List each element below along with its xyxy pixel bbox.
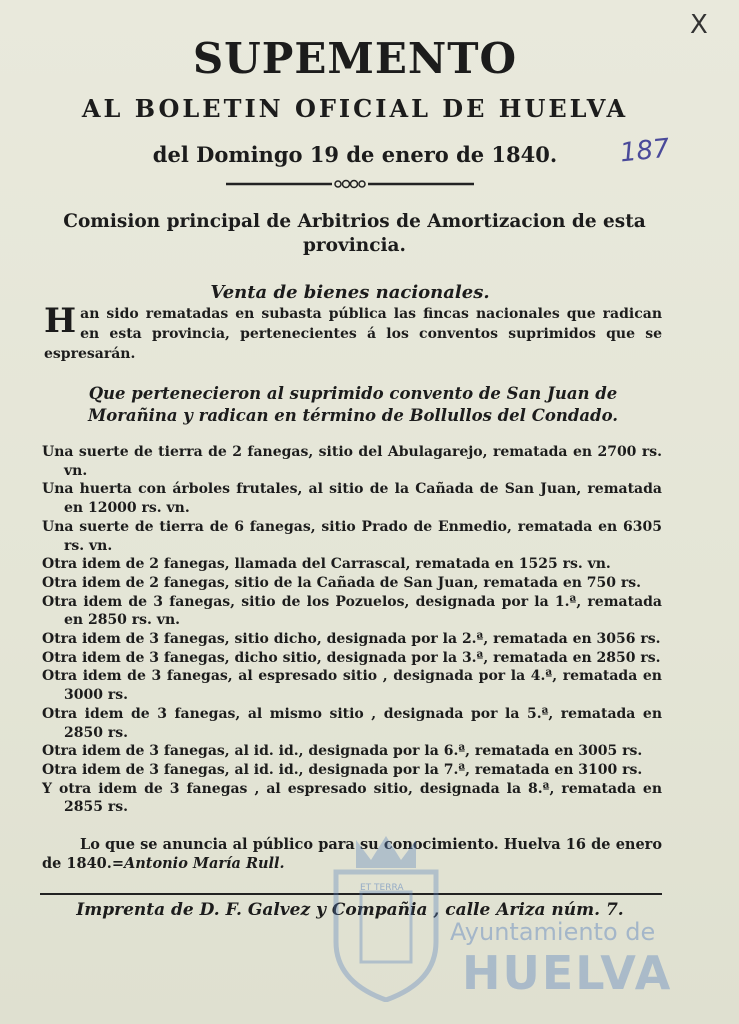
intro-paragraph: [44, 301, 662, 364]
document-subtitle: AL BOLETIN OFICIAL DE HUELVA: [81, 94, 629, 123]
watermark-text-line1: Ayuntamiento de: [450, 918, 656, 946]
closing-text: Lo que se anuncia al público para su conocimiento. Huelva 16 de enero de 1840.: [42, 836, 662, 872]
ornamental-divider: [226, 178, 474, 190]
list-item: Otra idem de 3 fanegas, al id. id., designada por la 6.ª, rematada en 3005 rs.: [42, 743, 643, 760]
document-title: SUPEMENTO: [192, 34, 518, 83]
list-item: Una suerte de tierra de 6 fanegas, sitio Prado de Enmedio, rematada en 6305 rs. vn.: [42, 518, 662, 554]
section-subheading: Venta de bienes nacionales.: [210, 282, 490, 303]
section-heading: Comision principal de Arbitrios de Amortizacion de esta provincia.: [63, 211, 646, 256]
list-item: Otra idem de 2 fanegas, llamada del Carrascal, rematada en 1525 rs. vn.: [42, 556, 611, 573]
list-item: Otra idem de 3 fanegas, al mismo sitio , designada por la 5.ª, rematada en 2850 rs.: [42, 705, 662, 741]
property-list: [42, 443, 662, 817]
signature: =Antonio María Rull.: [111, 855, 285, 872]
watermark-shield-icon: [326, 832, 446, 1002]
list-item: Otra idem de 2 fanegas, sitio de la Cañada de San Juan, rematada en 750 rs.: [42, 574, 642, 591]
list-item: Otra idem de 3 fanegas, sitio dicho, designada por la 2.ª, rematada en 3056 rs.: [42, 631, 661, 648]
list-item: Otra idem de 3 fanegas, dicho sitio, designada por la 3.ª, rematada en 2850 rs.: [42, 649, 661, 666]
watermark-text-line2: HUELVA: [462, 946, 673, 1000]
list-item: Otra idem de 3 fanegas, al espresado sitio , designada por la 4.ª, rematada en 3000 rs.: [42, 668, 662, 704]
imprint-line: Imprenta de D. F. Galvez y Compañia , calle Ariza núm. 7.: [76, 900, 624, 920]
document-date-line: del Domingo 19 de enero de 1840.: [152, 142, 558, 167]
margin-mark-x: X: [690, 10, 708, 40]
handwritten-number: 187: [618, 133, 672, 169]
list-item: Una suerte de tierra de 2 fanegas, sitio del Abulagarejo, rematada en 2700 rs. vn.: [42, 444, 662, 479]
watermark-shield-text: ET TERRA: [360, 883, 404, 893]
drop-cap: H: [44, 301, 77, 341]
list-item: Una huerta con árboles frutales, al sitio de la Cañada de San Juan, rematada en 12000 rs. vn.: [42, 481, 662, 517]
list-item: Y otra idem de 3 fanegas , al espresado sitio, designada la 8.ª, rematada en 2855 rs.: [42, 780, 662, 816]
list-item: Otra idem de 3 fanegas, sitio de los Pozuelos, designada por la 1.ª, rematada en 2850 rs. vn.: [42, 593, 662, 629]
intro-text: an sido rematadas en subasta pública las fincas nacionales que radican en esta provincia, pertenecientes á los conventos suprimidos que se espresarán.: [44, 306, 662, 362]
list-item: Otra idem de 3 fanegas, al id. id., designada por la 7.ª, rematada en 3100 rs.: [42, 761, 643, 778]
convento-heading: Que pertenecieron al suprimido convento de San Juan de Morañina y radican en término de Bollullos del Condado.: [87, 384, 619, 425]
